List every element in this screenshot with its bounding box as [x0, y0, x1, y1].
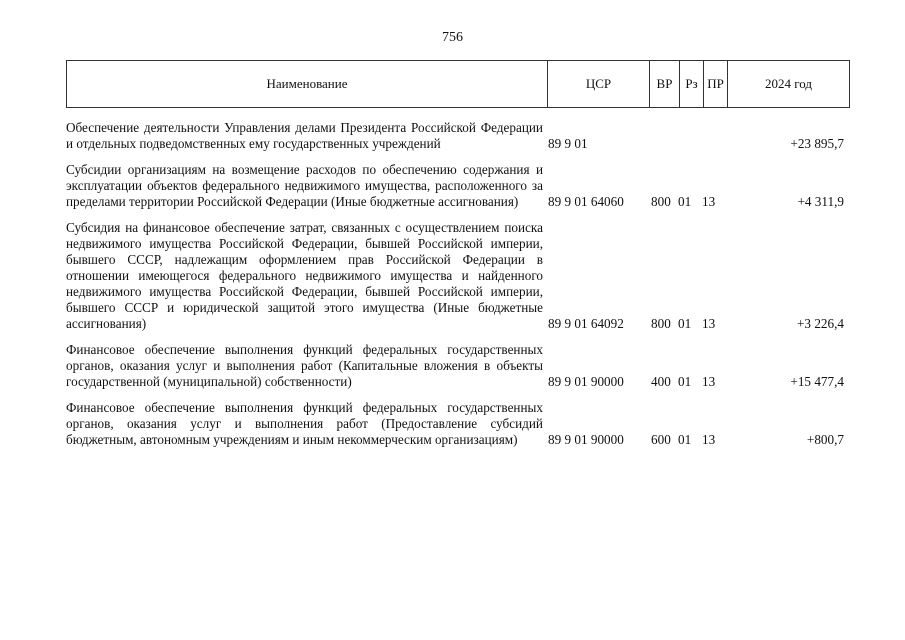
table-row	[66, 120, 850, 152]
row-name: Финансовое обеспечение выполнения функций федеральных государственных органов, оказания услуг и выполнения работ (Капитальные вложения в объекты государственной (муниципальной) собственности)	[66, 342, 543, 389]
row-csr: 89 9 01 90000	[548, 374, 624, 389]
row-amount: +15 477,4	[790, 374, 844, 389]
header-year: 2024 год	[727, 61, 849, 107]
row-amount: +23 895,7	[790, 136, 844, 151]
row-csr: 89 9 01 90000	[548, 432, 624, 447]
row-amount: +4 311,9	[797, 194, 844, 209]
row-rz: 01	[678, 194, 692, 209]
row-amount: +3 226,4	[797, 316, 844, 331]
header-name: Наименование	[266, 76, 348, 91]
page-number: 756	[442, 30, 463, 45]
row-vr: 800	[651, 316, 671, 331]
row-name: Субсидия на финансовое обеспечение затрат, связанных с осуществлением поиска недвижимого имущества Российской Федерации, бывшей Российской империи, бывшего СССР, надлежащим оформлением прав Российской Федерации в отношении имеющегося федерального недвижимого имущества и найденного недвижимого имущества Российской Федерации, бывшей Российской империи, бывшего СССР и юридической защитой этого имущества (Иные бюджетные ассигнования)	[66, 220, 543, 331]
table-row	[66, 342, 850, 390]
header-pr: ПР	[703, 61, 727, 107]
table-row	[66, 220, 850, 332]
row-vr: 400	[651, 374, 671, 389]
row-amount: +800,7	[806, 432, 844, 447]
row-pr: 13	[702, 432, 716, 447]
row-vr: 800	[651, 194, 671, 209]
row-rz: 01	[678, 432, 692, 447]
row-vr: 600	[651, 432, 671, 447]
row-name: Субсидии организациям на возмещение расходов по обеспечению содержания и эксплуатации объектов федерального недвижимого имущества, расположенного за пределами территории Российской Федерации (Иные бюджетные ассигнования)	[66, 162, 543, 209]
row-csr: 89 9 01 64092	[548, 316, 624, 331]
header-rz: Рз	[679, 61, 703, 107]
table-row	[66, 400, 850, 448]
row-pr: 13	[702, 374, 716, 389]
table-body	[66, 120, 850, 458]
row-pr: 13	[702, 316, 716, 331]
row-name: Финансовое обеспечение выполнения функций федеральных государственных органов, оказания услуг и выполнения работ (Предоставление субсидий бюджетным, автономным учреждениям и иным некоммерческим организациям)	[66, 400, 543, 447]
table-header	[66, 60, 850, 108]
row-csr: 89 9 01 64060	[548, 194, 624, 209]
row-rz: 01	[678, 316, 692, 331]
header-csr: ЦСР	[547, 61, 649, 107]
row-pr: 13	[702, 194, 716, 209]
row-name: Обеспечение деятельности Управления делами Президента Российской Федерации и отдельных подведомственных ему государственных учреждений	[66, 120, 543, 151]
row-csr: 89 9 01	[548, 136, 588, 151]
row-rz: 01	[678, 374, 692, 389]
header-vr: ВР	[649, 61, 679, 107]
table-row	[66, 162, 850, 210]
